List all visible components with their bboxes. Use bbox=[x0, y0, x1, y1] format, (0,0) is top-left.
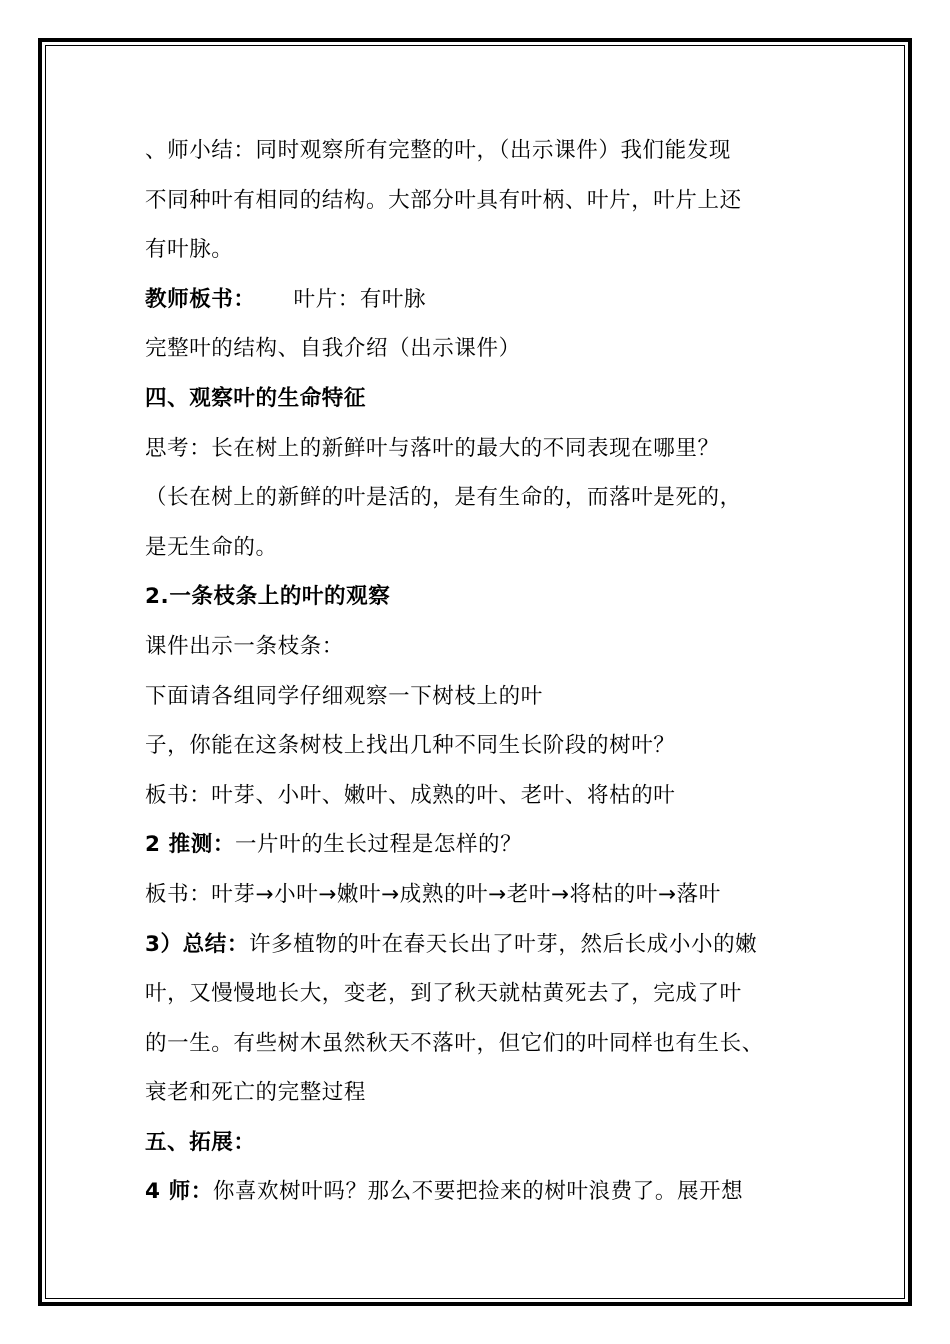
text-line: 、师小结：同时观察所有完整的叶，（出示课件）我们能发现 bbox=[145, 138, 731, 163]
text-line: 是无生命的。 bbox=[145, 534, 278, 560]
section-heading: 四、观察叶的生命特征 bbox=[145, 385, 367, 411]
line-text: 你喜欢树叶吗？那么不要把捡来的树叶浪费了。展开想 bbox=[212, 1179, 744, 1205]
text-line: 有叶脉。 bbox=[145, 237, 234, 263]
text-line: 不同种叶有相同的结构。大部分叶具有叶柄、叶片，叶片上还 bbox=[145, 187, 742, 213]
line-text: 一片叶的生长过程是怎样的？ bbox=[234, 832, 523, 858]
labeled-line bbox=[145, 820, 835, 870]
labeled-line bbox=[145, 920, 835, 970]
text-line: 完整叶的结构、自我介绍（出示课件） bbox=[145, 336, 521, 362]
board-note-label: 教师板书： bbox=[145, 286, 256, 312]
text-line: （长在树上的新鲜的叶是活的，是有生命的，而落叶是死的， bbox=[145, 485, 742, 511]
text-line: 衰老和死亡的完整过程 bbox=[145, 1080, 367, 1106]
text-line: 思考：长在树上的新鲜叶与落叶的最大的不同表现在哪里？ bbox=[145, 435, 720, 461]
document-body bbox=[145, 126, 835, 1217]
text-line: 子，你能在这条树枝上找出几种不同生长阶段的树叶？ bbox=[145, 733, 676, 759]
line-label: 4 师： bbox=[145, 1179, 213, 1205]
text-line: 下面请各组同学仔细观察一下树枝上的叶 bbox=[145, 683, 543, 709]
line-label: 2 推测： bbox=[145, 832, 235, 858]
text-line: 叶，又慢慢地长大，变老，到了秋天就枯黄死去了，完成了叶 bbox=[145, 981, 742, 1007]
section-heading: 2.一条枝条上的叶的观察 bbox=[145, 584, 391, 610]
text-line: 的一生。有些树木虽然秋天不落叶，但它们的叶同样也有生长、 bbox=[145, 1030, 764, 1056]
board-note-line bbox=[145, 275, 835, 325]
board-note-text: 叶片：有叶脉 bbox=[293, 286, 427, 312]
text-line: 板书：叶芽、小叶、嫩叶、成熟的叶、老叶、将枯的叶 bbox=[145, 782, 676, 808]
text-line: 板书：叶芽→小叶→嫩叶→成熟的叶→老叶→将枯的叶→落叶 bbox=[145, 881, 721, 907]
labeled-line bbox=[145, 1167, 835, 1217]
section-heading: 五、拓展： bbox=[145, 1129, 256, 1155]
line-text: 许多植物的叶在春天长出了叶芽，然后长成小小的嫩 bbox=[248, 931, 758, 957]
line-label: 3）总结： bbox=[145, 931, 249, 957]
text-line: 课件出示一条枝条： bbox=[145, 633, 344, 659]
